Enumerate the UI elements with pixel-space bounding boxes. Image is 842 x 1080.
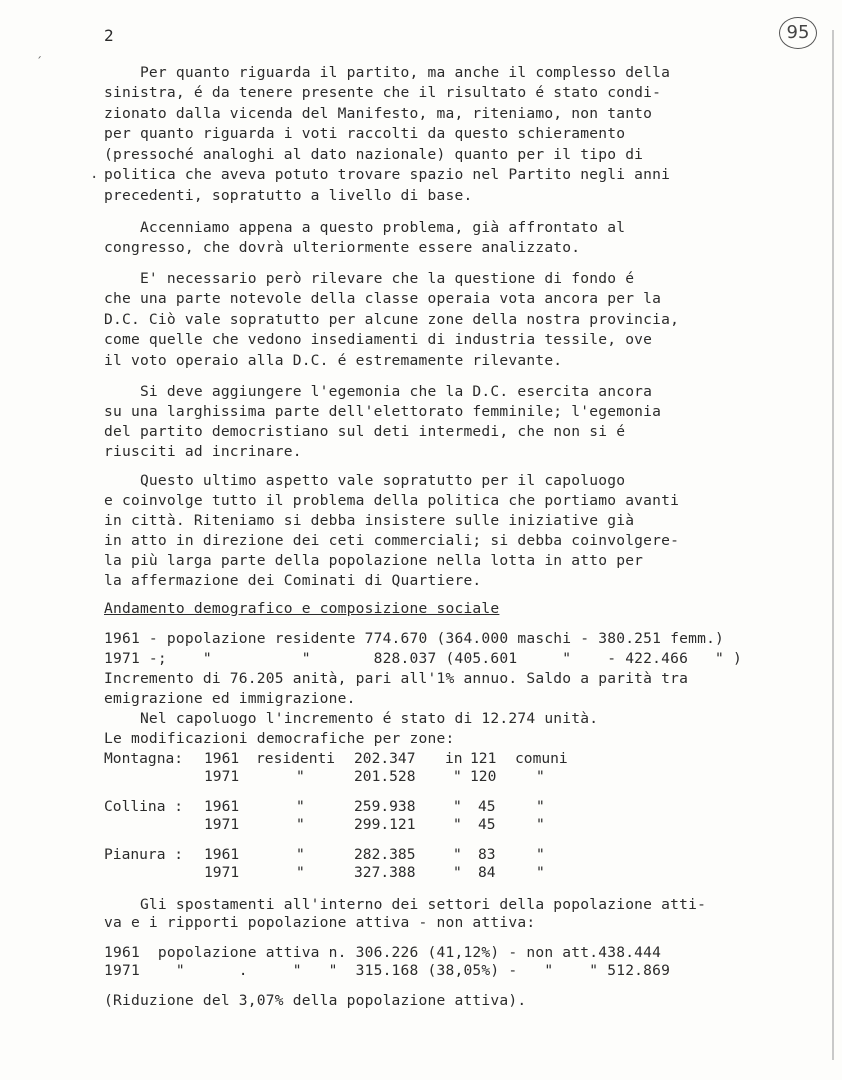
zone-unit: " — [536, 846, 545, 863]
zone-year: 1961 — [204, 750, 240, 767]
text-line: su una larghissima parte dell'elettorato femminile; l'egemonia — [104, 403, 662, 420]
text-line: (pressoché analoghi al dato nazionale) quanto per il tipo di — [104, 146, 644, 163]
zone-value: 201.528 — [354, 768, 416, 785]
text-line: zionato dalla vicenda del Manifesto, ma, riteniamo, non tanto — [104, 105, 653, 122]
text-line: 1961 popolazione attiva n. 306.226 (41,12%) - non att.438.444 — [104, 944, 662, 961]
text-line: in atto in direzione dei ceti commerciali; si debba coinvolgere- — [104, 532, 680, 549]
text-line: congresso, che dovrà ulteriormente essere analizzato. — [104, 239, 581, 256]
text-line: 1971 -; " " 828.037 (405.601 " - 422.466 " ) — [104, 650, 743, 667]
text-line: precedenti, sopratutto a livello di base. — [104, 187, 473, 204]
text-line: del partito democristiano sul deti intermedi, che non si é — [104, 423, 626, 440]
zone-unit: " — [536, 768, 545, 785]
text-line: Incremento di 76.205 anità, pari all'1% annuo. Saldo a parità tra — [104, 670, 689, 687]
zone-ditto: " — [296, 798, 305, 815]
text-line: per quanto riguarda i voti raccolti da questo schieramento — [104, 125, 626, 142]
text-line: E' necessario però rilevare che la questione di fondo é — [104, 270, 635, 287]
zone-ditto: " — [296, 864, 305, 881]
zone-year: 1971 — [204, 768, 240, 785]
page-number: 2 — [104, 26, 114, 45]
zone-count: 121 — [470, 750, 497, 767]
text-line: che una parte notevole della classe operaia vota ancora per la — [104, 290, 662, 307]
zone-year: 1961 — [204, 846, 240, 863]
zone-ditto: " — [296, 768, 305, 785]
zone-count: 83 — [478, 846, 496, 863]
text-line: in città. Riteniamo si debba insistere sulle iniziative già — [104, 512, 635, 529]
zone-unit: comuni — [515, 750, 568, 767]
zone-year: 1961 — [204, 798, 240, 815]
text-line: D.C. Ciò vale sopratutto per alcune zone della nostra provincia, — [104, 311, 680, 328]
zone-in: " — [453, 816, 462, 833]
zone-ditto: residenti — [256, 750, 336, 767]
text-line: la affermazione dei Cominati di Quartiere. — [104, 572, 482, 589]
text-line: Nel capoluogo l'incremento é stato di 12.274 unità. — [104, 710, 599, 727]
text-line: sinistra, é da tenere presente che il risultato é stato condi- — [104, 84, 662, 101]
zone-count: 45 — [478, 798, 496, 815]
zone-in: " — [453, 864, 462, 881]
text-line: riusciti ad incrinare. — [104, 443, 302, 460]
text-line: Le modificazioni democrafiche per zone: — [104, 730, 455, 747]
margin-dot: · — [90, 170, 99, 186]
zone-label: Montagna: — [104, 750, 184, 767]
zone-value: 282.385 — [354, 846, 416, 863]
page-edge — [832, 30, 834, 1060]
text-line: Si deve aggiungere l'egemonia che la D.C. esercita ancora — [104, 383, 653, 400]
zone-in: in — [445, 750, 463, 767]
zone-ditto: " — [296, 846, 305, 863]
zone-in: " — [453, 798, 462, 815]
text-line: e coinvolge tutto il problema della politica che portiamo avanti — [104, 492, 680, 509]
zone-count: 84 — [478, 864, 496, 881]
text-line: 1961 - popolazione residente 774.670 (364.000 maschi - 380.251 femm.) — [104, 630, 725, 647]
zone-label: Collina : — [104, 798, 184, 815]
text-line: Questo ultimo aspetto vale sopratutto per il capoluogo — [104, 472, 626, 489]
zone-in: " — [453, 768, 462, 785]
margin-mark: ˏ — [36, 44, 44, 58]
text-line: Gli spostamenti all'interno dei settori della popolazione atti- — [104, 896, 707, 913]
text-line: Accenniamo appena a questo problema, già affrontato al — [104, 219, 626, 236]
zone-value: 259.938 — [354, 798, 416, 815]
text-line: la più larga parte della popolazione nella lotta in atto per — [104, 552, 644, 569]
text-line: politica che aveva potuto trovare spazio nel Partito negli anni — [104, 166, 671, 183]
zone-unit: " — [536, 798, 545, 815]
text-line: Per quanto riguarda il partito, ma anche il complesso della — [104, 64, 671, 81]
zone-value: 327.388 — [354, 864, 416, 881]
zone-value: 202.347 — [354, 750, 416, 767]
zone-count: 45 — [478, 816, 496, 833]
section-heading: Andamento demografico e composizione sociale — [104, 600, 500, 617]
zone-value: 299.121 — [354, 816, 416, 833]
page-stamp: 95 — [779, 17, 817, 49]
zone-unit: " — [536, 816, 545, 833]
zone-year: 1971 — [204, 864, 240, 881]
zone-label: Pianura : — [104, 846, 184, 863]
zone-in: " — [453, 846, 462, 863]
closing-note: (Riduzione del 3,07% della popolazione attiva). — [104, 992, 527, 1009]
zone-unit: " — [536, 864, 545, 881]
text-line: 1971 " . " " 315.168 (38,05%) - " " 512.869 — [104, 962, 671, 979]
zone-ditto: " — [296, 816, 305, 833]
text-line: il voto operaio alla D.C. é estremamente rilevante. — [104, 352, 563, 369]
zone-year: 1971 — [204, 816, 240, 833]
text-line: come quelle che vedono insediamenti di industria tessile, ove — [104, 331, 653, 348]
zone-count: 120 — [470, 768, 497, 785]
text-line: va e i ripporti popolazione attiva - non attiva: — [104, 914, 536, 931]
text-line: emigrazione ed immigrazione. — [104, 690, 356, 707]
